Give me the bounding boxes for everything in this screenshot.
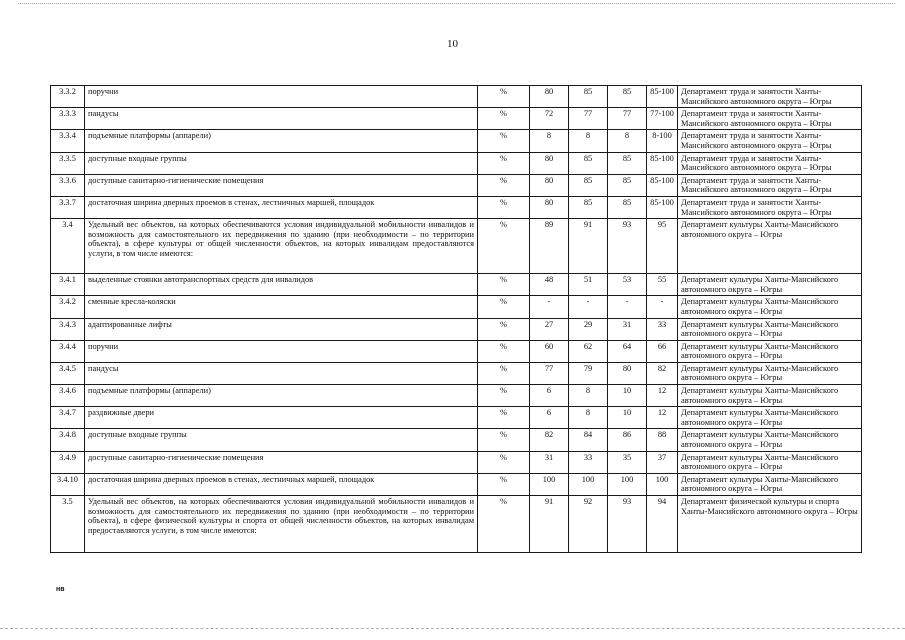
value-4: 12 [647, 407, 678, 429]
value-2: 33 [569, 451, 608, 473]
value-3: - [608, 296, 647, 318]
value-3: 93 [608, 496, 647, 553]
responsible-department: Департамент физической культуры и спорта Ханты-Мансийского автономного округа – Югры [678, 496, 862, 553]
value-1: 60 [530, 340, 569, 362]
table-row [51, 407, 862, 429]
value-4: 8-100 [647, 130, 678, 152]
indicators-table [50, 85, 862, 553]
unit-cell: % [478, 196, 530, 218]
value-4: 85-100 [647, 152, 678, 174]
row-number: 3.4.10 [51, 473, 85, 495]
responsible-department: Департамент культуры Ханты-Мансийского автономного округа – Югры [678, 340, 862, 362]
scan-edge-top [18, 3, 895, 6]
row-number: 3.4.5 [51, 362, 85, 384]
value-4: 85-100 [647, 86, 678, 108]
value-2: 62 [569, 340, 608, 362]
responsible-department: Департамент культуры Ханты-Мансийского автономного округа – Югры [678, 274, 862, 296]
row-number: 3.4.4 [51, 340, 85, 362]
value-3: 10 [608, 407, 647, 429]
row-number: 3.3.3 [51, 108, 85, 130]
indicator-name: достаточная ширина дверных проемов в стенах, лестничных маршей, площадок [85, 196, 478, 218]
table-row [51, 274, 862, 296]
value-2: 84 [569, 429, 608, 451]
table-row [51, 86, 862, 108]
value-1: 89 [530, 219, 569, 274]
row-number: 3.4.6 [51, 385, 85, 407]
value-1: 6 [530, 385, 569, 407]
unit-cell: % [478, 274, 530, 296]
value-3: 100 [608, 473, 647, 495]
value-4: 85-100 [647, 174, 678, 196]
value-4: 88 [647, 429, 678, 451]
responsible-department: Департамент культуры Ханты-Мансийского автономного округа – Югры [678, 296, 862, 318]
indicator-name: доступные входные группы [85, 429, 478, 451]
unit-cell: % [478, 219, 530, 274]
value-2: 8 [569, 385, 608, 407]
row-number: 3.5 [51, 496, 85, 553]
responsible-department: Департамент культуры Ханты-Мансийского автономного округа – Югры [678, 318, 862, 340]
unit-cell: % [478, 296, 530, 318]
value-3: 85 [608, 196, 647, 218]
value-4: 100 [647, 473, 678, 495]
value-1: 80 [530, 152, 569, 174]
value-4: 12 [647, 385, 678, 407]
value-1: 48 [530, 274, 569, 296]
unit-cell: % [478, 152, 530, 174]
table-row [51, 496, 862, 553]
value-2: 79 [569, 362, 608, 384]
table-row [51, 451, 862, 473]
value-3: 85 [608, 174, 647, 196]
page-number: 10 [447, 38, 458, 50]
footer-mark: нв [56, 586, 65, 593]
indicator-name: доступные санитарно-гигиенические помещения [85, 174, 478, 196]
responsible-department: Департамент труда и занятости Ханты-Мансийского автономного округа – Югры [678, 108, 862, 130]
value-3: 85 [608, 86, 647, 108]
value-2: 85 [569, 196, 608, 218]
value-2: 51 [569, 274, 608, 296]
indicator-name: адаптированные лифты [85, 318, 478, 340]
responsible-department: Департамент труда и занятости Ханты-Мансийского автономного округа – Югры [678, 130, 862, 152]
indicator-name: раздвижные двери [85, 407, 478, 429]
indicator-name: поручни [85, 340, 478, 362]
value-4: 66 [647, 340, 678, 362]
row-number: 3.3.5 [51, 152, 85, 174]
responsible-department: Департамент труда и занятости Ханты-Мансийского автономного округа – Югры [678, 152, 862, 174]
indicator-name: доступные санитарно-гигиенические помещения [85, 451, 478, 473]
indicator-name: Удельный вес объектов, на которых обеспечиваются условия индивидуальной мобильности инвалидов и возможность для самостоятельного их передвижения по зданию (при необходимости – по территории объекта), в сфере культуры от общей численности объектов, на которых инвалидам предоставляются услуги, в том числе имеются: [85, 219, 478, 274]
responsible-department: Департамент труда и занятости Ханты-Мансийского автономного округа – Югры [678, 174, 862, 196]
responsible-department: Департамент культуры Ханты-Мансийского автономного округа – Югры [678, 407, 862, 429]
responsible-department: Департамент труда и занятости Ханты-Мансийского автономного округа – Югры [678, 196, 862, 218]
value-4: 82 [647, 362, 678, 384]
row-number: 3.3.6 [51, 174, 85, 196]
row-number: 3.4.3 [51, 318, 85, 340]
value-1: 27 [530, 318, 569, 340]
table-row [51, 174, 862, 196]
responsible-department: Департамент культуры Ханты-Мансийского автономного округа – Югры [678, 429, 862, 451]
row-number: 3.3.4 [51, 130, 85, 152]
value-1: 91 [530, 496, 569, 553]
value-3: 85 [608, 152, 647, 174]
value-2: 85 [569, 86, 608, 108]
table-row [51, 196, 862, 218]
value-2: 77 [569, 108, 608, 130]
unit-cell: % [478, 496, 530, 553]
table-row [51, 318, 862, 340]
value-3: 10 [608, 385, 647, 407]
table-row [51, 219, 862, 274]
unit-cell: % [478, 429, 530, 451]
value-1: 77 [530, 362, 569, 384]
unit-cell: % [478, 108, 530, 130]
unit-cell: % [478, 362, 530, 384]
responsible-department: Департамент культуры Ханты-Мансийского автономного округа – Югры [678, 451, 862, 473]
value-1: 31 [530, 451, 569, 473]
indicator-name: пандусы [85, 108, 478, 130]
value-2: 8 [569, 130, 608, 152]
value-1: 100 [530, 473, 569, 495]
row-number: 3.4.1 [51, 274, 85, 296]
value-2: - [569, 296, 608, 318]
responsible-department: Департамент культуры Ханты-Мансийского автономного округа – Югры [678, 362, 862, 384]
value-3: 86 [608, 429, 647, 451]
unit-cell: % [478, 340, 530, 362]
value-3: 77 [608, 108, 647, 130]
value-3: 35 [608, 451, 647, 473]
indicator-name: выделенные стоянки автотранспортных средств для инвалидов [85, 274, 478, 296]
table-row [51, 296, 862, 318]
unit-cell: % [478, 86, 530, 108]
value-4: 77-100 [647, 108, 678, 130]
value-4: 95 [647, 219, 678, 274]
value-2: 8 [569, 407, 608, 429]
value-1: 6 [530, 407, 569, 429]
value-1: 8 [530, 130, 569, 152]
indicator-name: пандусы [85, 362, 478, 384]
value-2: 85 [569, 174, 608, 196]
indicator-name: достаточная ширина дверных проемов в стенах, лестничных маршей, площадок [85, 473, 478, 495]
value-4: 37 [647, 451, 678, 473]
responsible-department: Департамент труда и занятости Ханты-Мансийского автономного округа – Югры [678, 86, 862, 108]
value-1: 82 [530, 429, 569, 451]
value-1: 80 [530, 174, 569, 196]
unit-cell: % [478, 385, 530, 407]
unit-cell: % [478, 318, 530, 340]
unit-cell: % [478, 451, 530, 473]
value-3: 80 [608, 362, 647, 384]
table-row [51, 473, 862, 495]
responsible-department: Департамент культуры Ханты-Мансийского автономного округа – Югры [678, 385, 862, 407]
value-4: - [647, 296, 678, 318]
indicator-name: подъемные платформы (аппарели) [85, 130, 478, 152]
row-number: 3.4.2 [51, 296, 85, 318]
value-1: 80 [530, 86, 569, 108]
indicator-name: сменные кресла-коляски [85, 296, 478, 318]
value-3: 31 [608, 318, 647, 340]
indicator-name: доступные входные группы [85, 152, 478, 174]
unit-cell: % [478, 174, 530, 196]
scan-edge-bottom [0, 628, 905, 631]
value-3: 64 [608, 340, 647, 362]
row-number: 3.3.7 [51, 196, 85, 218]
row-number: 3.4.9 [51, 451, 85, 473]
value-2: 92 [569, 496, 608, 553]
value-2: 85 [569, 152, 608, 174]
value-2: 100 [569, 473, 608, 495]
table-row [51, 108, 862, 130]
table-row [51, 340, 862, 362]
value-3: 93 [608, 219, 647, 274]
table-row [51, 429, 862, 451]
indicator-name: Удельный вес объектов, на которых обеспечиваются условия индивидуальной мобильности инвалидов и возможность для самостоятельного их передвижения по зданию (при необходимости – по территории объекта), в сфере физической культуры и спорта от общей численности объектов, на которых инвалидам предоставляются услуги, в том числе имеются: [85, 496, 478, 553]
table-row [51, 362, 862, 384]
value-4: 55 [647, 274, 678, 296]
value-4: 85-100 [647, 196, 678, 218]
value-3: 8 [608, 130, 647, 152]
value-3: 53 [608, 274, 647, 296]
unit-cell: % [478, 407, 530, 429]
value-2: 91 [569, 219, 608, 274]
indicator-name: поручни [85, 86, 478, 108]
responsible-department: Департамент культуры Ханты-Мансийского автономного округа – Югры [678, 219, 862, 274]
value-2: 29 [569, 318, 608, 340]
value-4: 33 [647, 318, 678, 340]
responsible-department: Департамент культуры Ханты-Мансийского автономного округа – Югры [678, 473, 862, 495]
table-row [51, 385, 862, 407]
value-1: 72 [530, 108, 569, 130]
value-4: 94 [647, 496, 678, 553]
row-number: 3.3.2 [51, 86, 85, 108]
value-1: 80 [530, 196, 569, 218]
indicator-name: подъемные платформы (аппарели) [85, 385, 478, 407]
table-row [51, 130, 862, 152]
row-number: 3.4.8 [51, 429, 85, 451]
unit-cell: % [478, 473, 530, 495]
table-row [51, 152, 862, 174]
value-1: - [530, 296, 569, 318]
row-number: 3.4 [51, 219, 85, 274]
row-number: 3.4.7 [51, 407, 85, 429]
unit-cell: % [478, 130, 530, 152]
